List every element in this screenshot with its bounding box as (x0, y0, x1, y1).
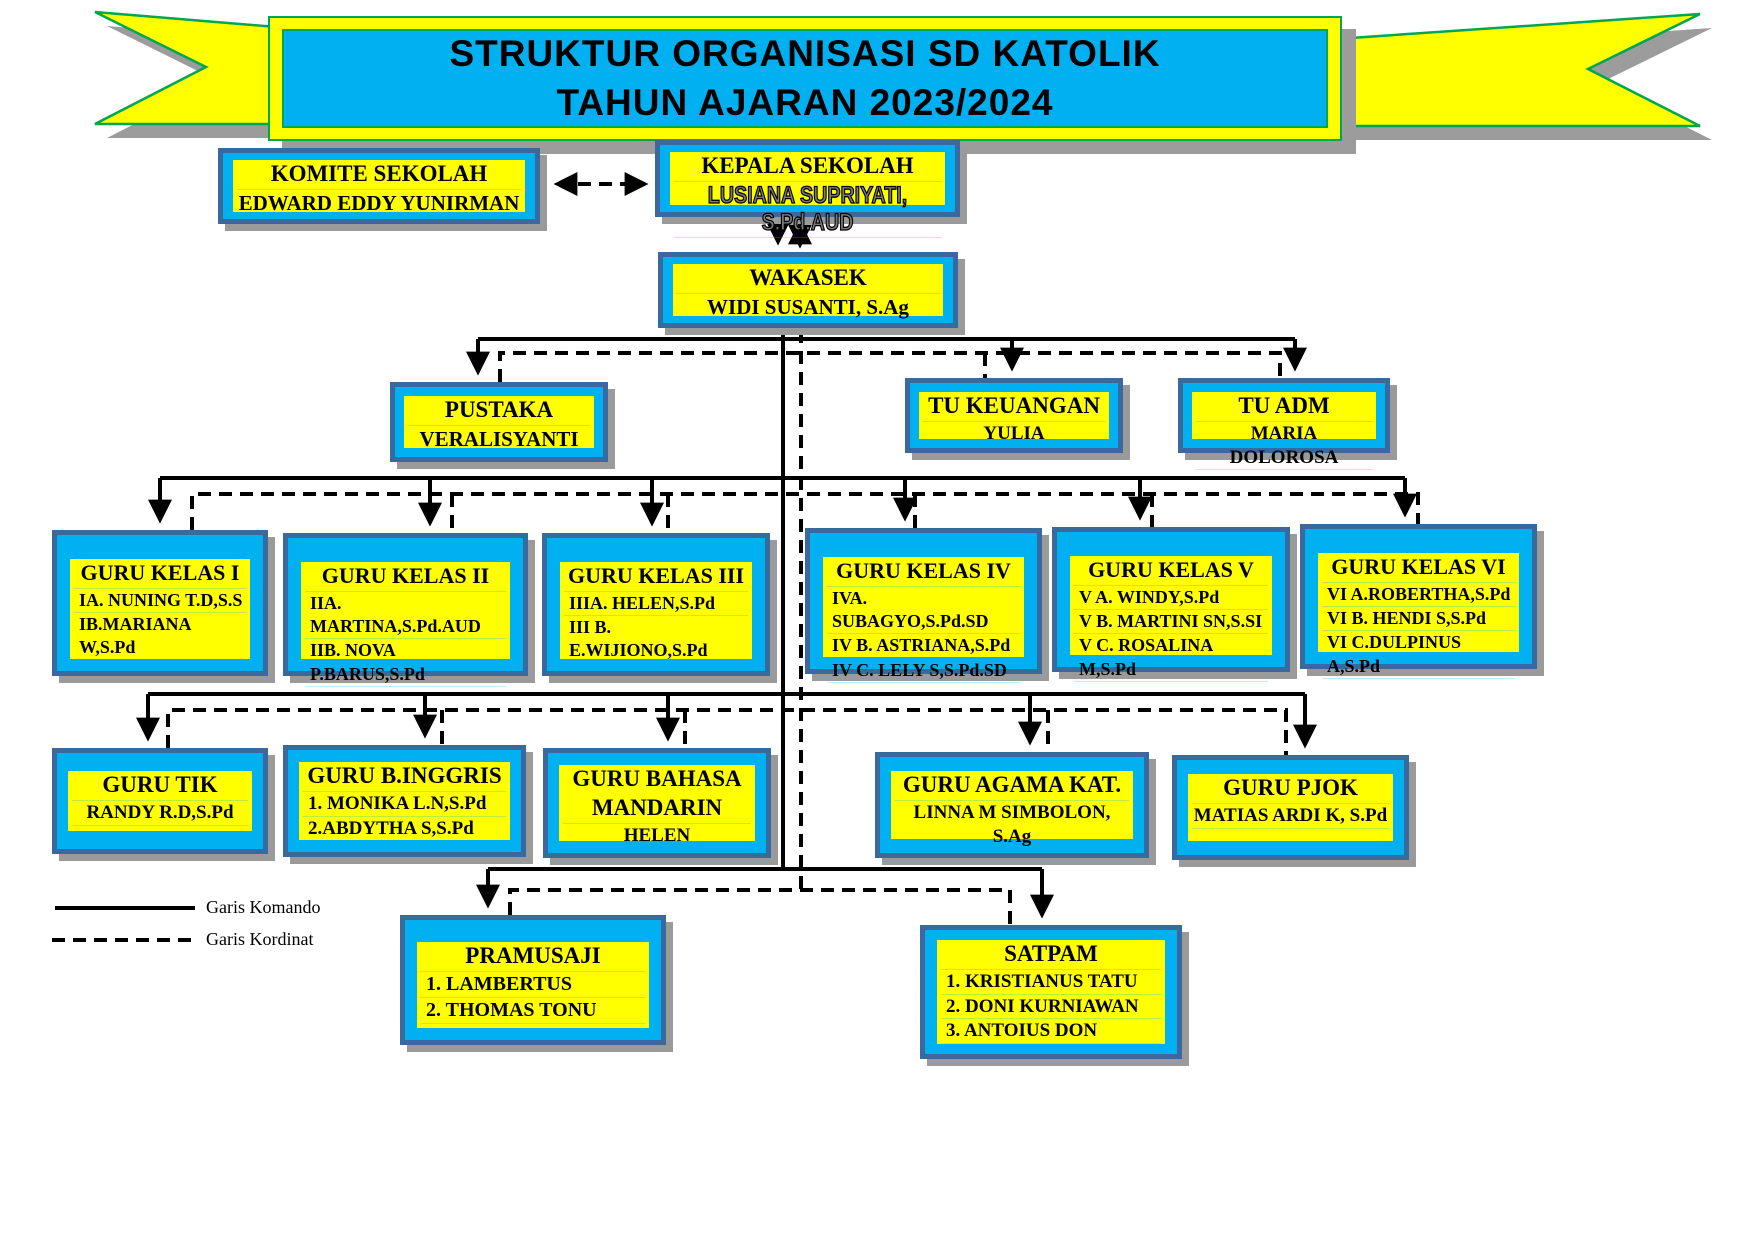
kepala-name-outline-text: LUSIANA SUPRIYATI, S.Pd.AUD (707, 181, 908, 237)
page-title-line1: STRUKTUR ORGANISASI SD KATOLIK (449, 32, 1161, 74)
box-line: IA. NUNING T.D,S.S (74, 589, 246, 613)
org-box-tu-keuangan (905, 378, 1123, 453)
box-line: 1. LAMBERTUS (421, 972, 645, 998)
panel (560, 562, 752, 659)
box-line: VI A.ROBERTHA,S.Pd (1322, 583, 1515, 607)
box-title: TU ADM (1196, 392, 1372, 422)
box-line: 2. DONI KURNIAWAN (941, 995, 1161, 1020)
box-line: IIB. NOVA P.BARUS,S.Pd (305, 639, 506, 687)
org-box-guru-tik (52, 748, 268, 854)
legend-label-garis-komando: Garis Komando (206, 897, 321, 917)
panel (1318, 553, 1519, 676)
box-title: GURU TIK (72, 771, 248, 801)
box-line: V A. WINDY,S.Pd (1074, 586, 1268, 610)
org-box-tu-adm (1178, 378, 1390, 468)
box-line: WIDI SUSANTI, S.Ag (677, 294, 939, 321)
org-box-guru-kelas-1 (52, 530, 268, 676)
box-line: 2.ABDYTHA S,S.Pd (303, 817, 506, 843)
panel (823, 557, 1024, 680)
box-title: TU KEUANGAN (923, 392, 1105, 422)
box-line: V B. MARTINI SN,S.SI (1074, 610, 1268, 634)
panel (233, 160, 525, 215)
box-line: 1. MONIKA L.N,S.Pd (303, 792, 506, 818)
panel (404, 396, 594, 451)
box-title: GURU KELAS V (1074, 556, 1268, 586)
panel (299, 762, 510, 840)
box-line: RANDY R.D,S.Pd (72, 801, 248, 827)
panel (68, 771, 252, 831)
box-title: GURU KELAS VI (1322, 553, 1515, 583)
box-title: GURU KELAS I (74, 559, 246, 589)
panel (301, 562, 510, 684)
panel (1188, 774, 1393, 841)
box-line: LINNA M SIMBOLON, S.Ag (895, 801, 1129, 851)
org-box-guru-bahasa-mandarin (543, 748, 771, 858)
box-line: 3. ANTOIUS DON (941, 1019, 1161, 1044)
panel (559, 765, 755, 846)
box-title: KOMITE SEKOLAH (237, 160, 521, 190)
org-box-guru-b-inggris (283, 745, 526, 857)
org-box-kepala-sekolah (655, 140, 960, 237)
row2-dashed-bus (500, 353, 1280, 382)
org-box-guru-kelas-5 (1052, 527, 1290, 679)
box-title: GURU BAHASA MANDARIN (563, 765, 751, 824)
org-box-guru-kelas-6 (1300, 524, 1537, 676)
box-title: GURU PJOK (1192, 774, 1389, 804)
box-title: PUSTAKA (408, 396, 590, 426)
org-box-wakasek (658, 252, 958, 328)
title-banner (268, 16, 1342, 141)
panel (1192, 392, 1376, 468)
box-title: SATPAM (941, 940, 1161, 970)
org-box-satpam (920, 925, 1182, 1059)
legend-label-garis-kordinat: Garis Kordinat (206, 929, 314, 949)
box-line: IVA. SUBAGYO,S.Pd.SD (827, 587, 1020, 635)
panel (1070, 556, 1272, 679)
panel (673, 264, 943, 319)
panel (70, 559, 250, 659)
org-box-guru-kelas-3 (542, 533, 770, 676)
box-line: V C. ROSALINA M,S.Pd (1074, 634, 1268, 682)
box-line: VI C.DULPINUS A,S.Pd (1322, 631, 1515, 679)
box-line: 2. THOMAS TONU (421, 998, 645, 1024)
page-title-line2: TAHUN AJARAN 2023/2024 (556, 81, 1054, 123)
org-box-guru-pjok (1172, 755, 1409, 860)
box-line: IV C. LELY S,S.Pd.SD (827, 659, 1020, 683)
org-box-guru-kelas-2 (283, 533, 528, 684)
box-title: GURU KELAS II (305, 562, 506, 592)
box-line: IB.MARIANA W,S.Pd (74, 613, 246, 661)
box-line: III B. E.WIJIONO,S.Pd (564, 616, 748, 664)
panel (670, 152, 945, 237)
box-title: KEPALA SEKOLAH (674, 152, 941, 182)
row3-dashed-bus (192, 494, 1418, 530)
panel (891, 771, 1133, 848)
box-line: VI B. HENDI S,S.Pd (1322, 607, 1515, 631)
box-title: WAKASEK (677, 264, 939, 294)
box-title: GURU KELAS III (564, 562, 748, 592)
org-box-pustaka (390, 382, 608, 462)
panel (919, 392, 1109, 444)
box-line: IIA. MARTINA,S.Pd.AUD (305, 592, 506, 640)
box-title: PRAMUSAJI (421, 942, 645, 972)
box-line: MARIA DOLOROSA (1196, 422, 1372, 471)
org-box-guru-kelas-4 (805, 528, 1042, 680)
box-line: IV B. ASTRIANA,S.Pd (827, 634, 1020, 658)
box-title: GURU AGAMA KAT. (895, 771, 1129, 801)
box-line: YULIA (923, 422, 1105, 447)
box-line: VERALISYANTI (408, 426, 590, 453)
box-line: HELEN (563, 824, 751, 850)
org-box-guru-agama-katolik (875, 752, 1149, 858)
org-box-pramusaji (400, 915, 666, 1045)
box-line: EDWARD EDDY YUNIRMAN (237, 190, 521, 217)
box-line: MATIAS ARDI K, S.Pd (1192, 804, 1389, 830)
org-box-komite-sekolah (218, 148, 540, 224)
title-banner-inner (282, 29, 1328, 128)
ribbon-arm-right (1321, 14, 1700, 126)
box-title: GURU B.INGGRIS (303, 762, 506, 792)
box-title: GURU KELAS IV (827, 557, 1020, 587)
panel (937, 940, 1165, 1044)
box-line: 1. KRISTIANUS TATU (941, 970, 1161, 995)
box-line: IIIA. HELEN,S.Pd (564, 592, 748, 616)
box-line (674, 182, 941, 238)
panel (417, 942, 649, 1028)
